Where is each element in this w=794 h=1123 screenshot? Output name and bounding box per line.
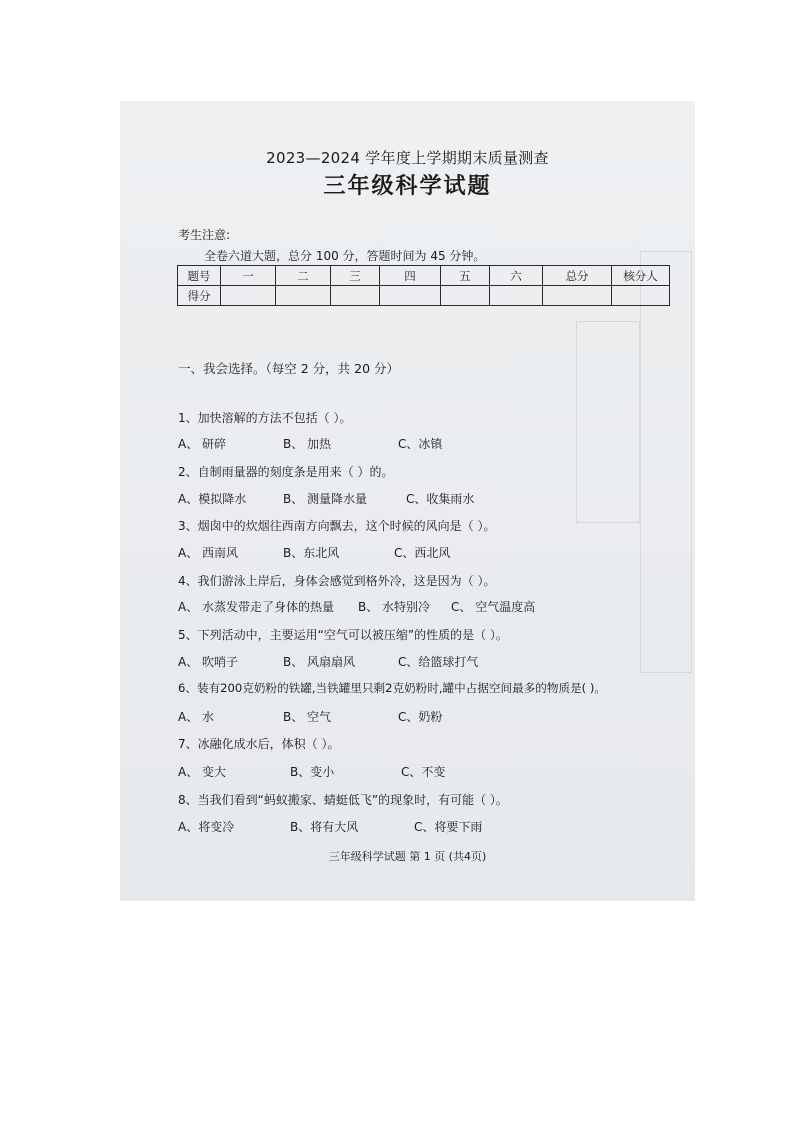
question-option[interactable]: A、模拟降水 xyxy=(178,492,247,506)
score-table xyxy=(177,265,670,306)
question-option[interactable]: C、收集雨水 xyxy=(406,492,475,506)
page-footer: 三年级科学试题 第 1 页 (共4页) xyxy=(328,850,487,863)
score-table-cell: 三 xyxy=(331,266,380,286)
question-option[interactable]: A、 水蒸发带走了身体的热量 xyxy=(178,600,335,614)
score-table-cell: 一 xyxy=(221,266,276,286)
question-option[interactable]: A、将变冷 xyxy=(178,820,235,834)
score-cell-blank[interactable] xyxy=(276,286,331,306)
question-option[interactable]: B、东北风 xyxy=(283,546,340,560)
score-cell-blank[interactable] xyxy=(380,286,441,306)
exam-subtitle: 2023—2024 学年度上学期期末质量测查 xyxy=(266,149,549,167)
exam-sheet xyxy=(120,101,695,901)
question-stem: 3、烟囱中的炊烟往西南方向飘去，这个时候的风向是（ ）。 xyxy=(178,519,496,533)
question-option[interactable]: B、 测量降水量 xyxy=(283,492,368,506)
question-option[interactable]: C、将要下雨 xyxy=(414,820,483,834)
score-table-cell: 题号 xyxy=(178,266,221,286)
question-stem: 6、装有200克奶粉的铁罐,当铁罐里只剩2克奶粉时,罐中占据空间最多的物质是( )。 xyxy=(178,681,606,695)
question-option[interactable]: C、 空气温度高 xyxy=(451,600,536,614)
question-option[interactable]: A、 变大 xyxy=(178,765,227,779)
score-table-cell: 核分人 xyxy=(612,266,670,286)
question-option[interactable]: C、奶粉 xyxy=(398,710,443,724)
score-cell-blank[interactable] xyxy=(441,286,490,306)
question-option[interactable]: C、西北风 xyxy=(394,546,451,560)
question-option[interactable]: A、 研碎 xyxy=(178,437,227,451)
question-option[interactable]: B、变小 xyxy=(290,765,335,779)
notice-text: 全卷六道大题，总分 100 分，答题时间为 45 分钟。 xyxy=(204,249,486,263)
question-stem: 8、当我们看到“蚂蚁搬家、蜻蜓低飞”的现象时，有可能（ ）。 xyxy=(178,793,508,807)
question-stem: 2、自制雨量器的刻度条是用来（ ）的。 xyxy=(178,465,394,479)
score-table-cell: 得分 xyxy=(178,286,221,306)
question-stem: 5、下列活动中，主要运用“空气可以被压缩”的性质的是（ ）。 xyxy=(178,628,508,642)
score-table-cell: 总分 xyxy=(543,266,612,286)
question-option[interactable]: C、冰镇 xyxy=(398,437,443,451)
score-cell-blank[interactable] xyxy=(221,286,276,306)
score-table-cell: 六 xyxy=(490,266,543,286)
score-table-cell: 二 xyxy=(276,266,331,286)
question-option[interactable]: C、给篮球打气 xyxy=(398,655,479,669)
score-table-header-row xyxy=(178,266,670,286)
question-option[interactable]: B、将有大风 xyxy=(290,820,359,834)
score-cell-blank[interactable] xyxy=(543,286,612,306)
question-option[interactable]: A、 水 xyxy=(178,710,215,724)
question-stem: 4、我们游泳上岸后，身体会感觉到格外冷，这是因为（ ）。 xyxy=(178,574,496,588)
question-stem: 1、加快溶解的方法不包括（ ）。 xyxy=(178,411,352,425)
question-option[interactable]: B、 加热 xyxy=(283,437,332,451)
score-cell-blank[interactable] xyxy=(612,286,670,306)
score-cell-blank[interactable] xyxy=(331,286,380,306)
exam-title: 三年级科学试题 xyxy=(323,174,492,199)
question-option[interactable]: B、 水特别冷 xyxy=(358,600,431,614)
bleed-through-box xyxy=(640,251,692,673)
score-table-cell: 四 xyxy=(380,266,441,286)
question-option[interactable]: B、 空气 xyxy=(283,710,332,724)
question-option[interactable]: A、 吹哨子 xyxy=(178,655,239,669)
score-table-score-row xyxy=(178,286,670,306)
question-option[interactable]: A、 西南风 xyxy=(178,546,239,560)
score-cell-blank[interactable] xyxy=(490,286,543,306)
question-option[interactable]: C、不变 xyxy=(401,765,446,779)
question-stem: 7、冰融化成水后，体积（ ）。 xyxy=(178,737,340,751)
question-option[interactable]: B、 风扇扇风 xyxy=(283,655,356,669)
score-table-cell: 五 xyxy=(441,266,490,286)
notice-label: 考生注意: xyxy=(178,228,231,242)
section-heading: 一、我会选择。（每空 2 分，共 20 分） xyxy=(178,361,400,376)
bleed-through-box xyxy=(576,321,640,523)
